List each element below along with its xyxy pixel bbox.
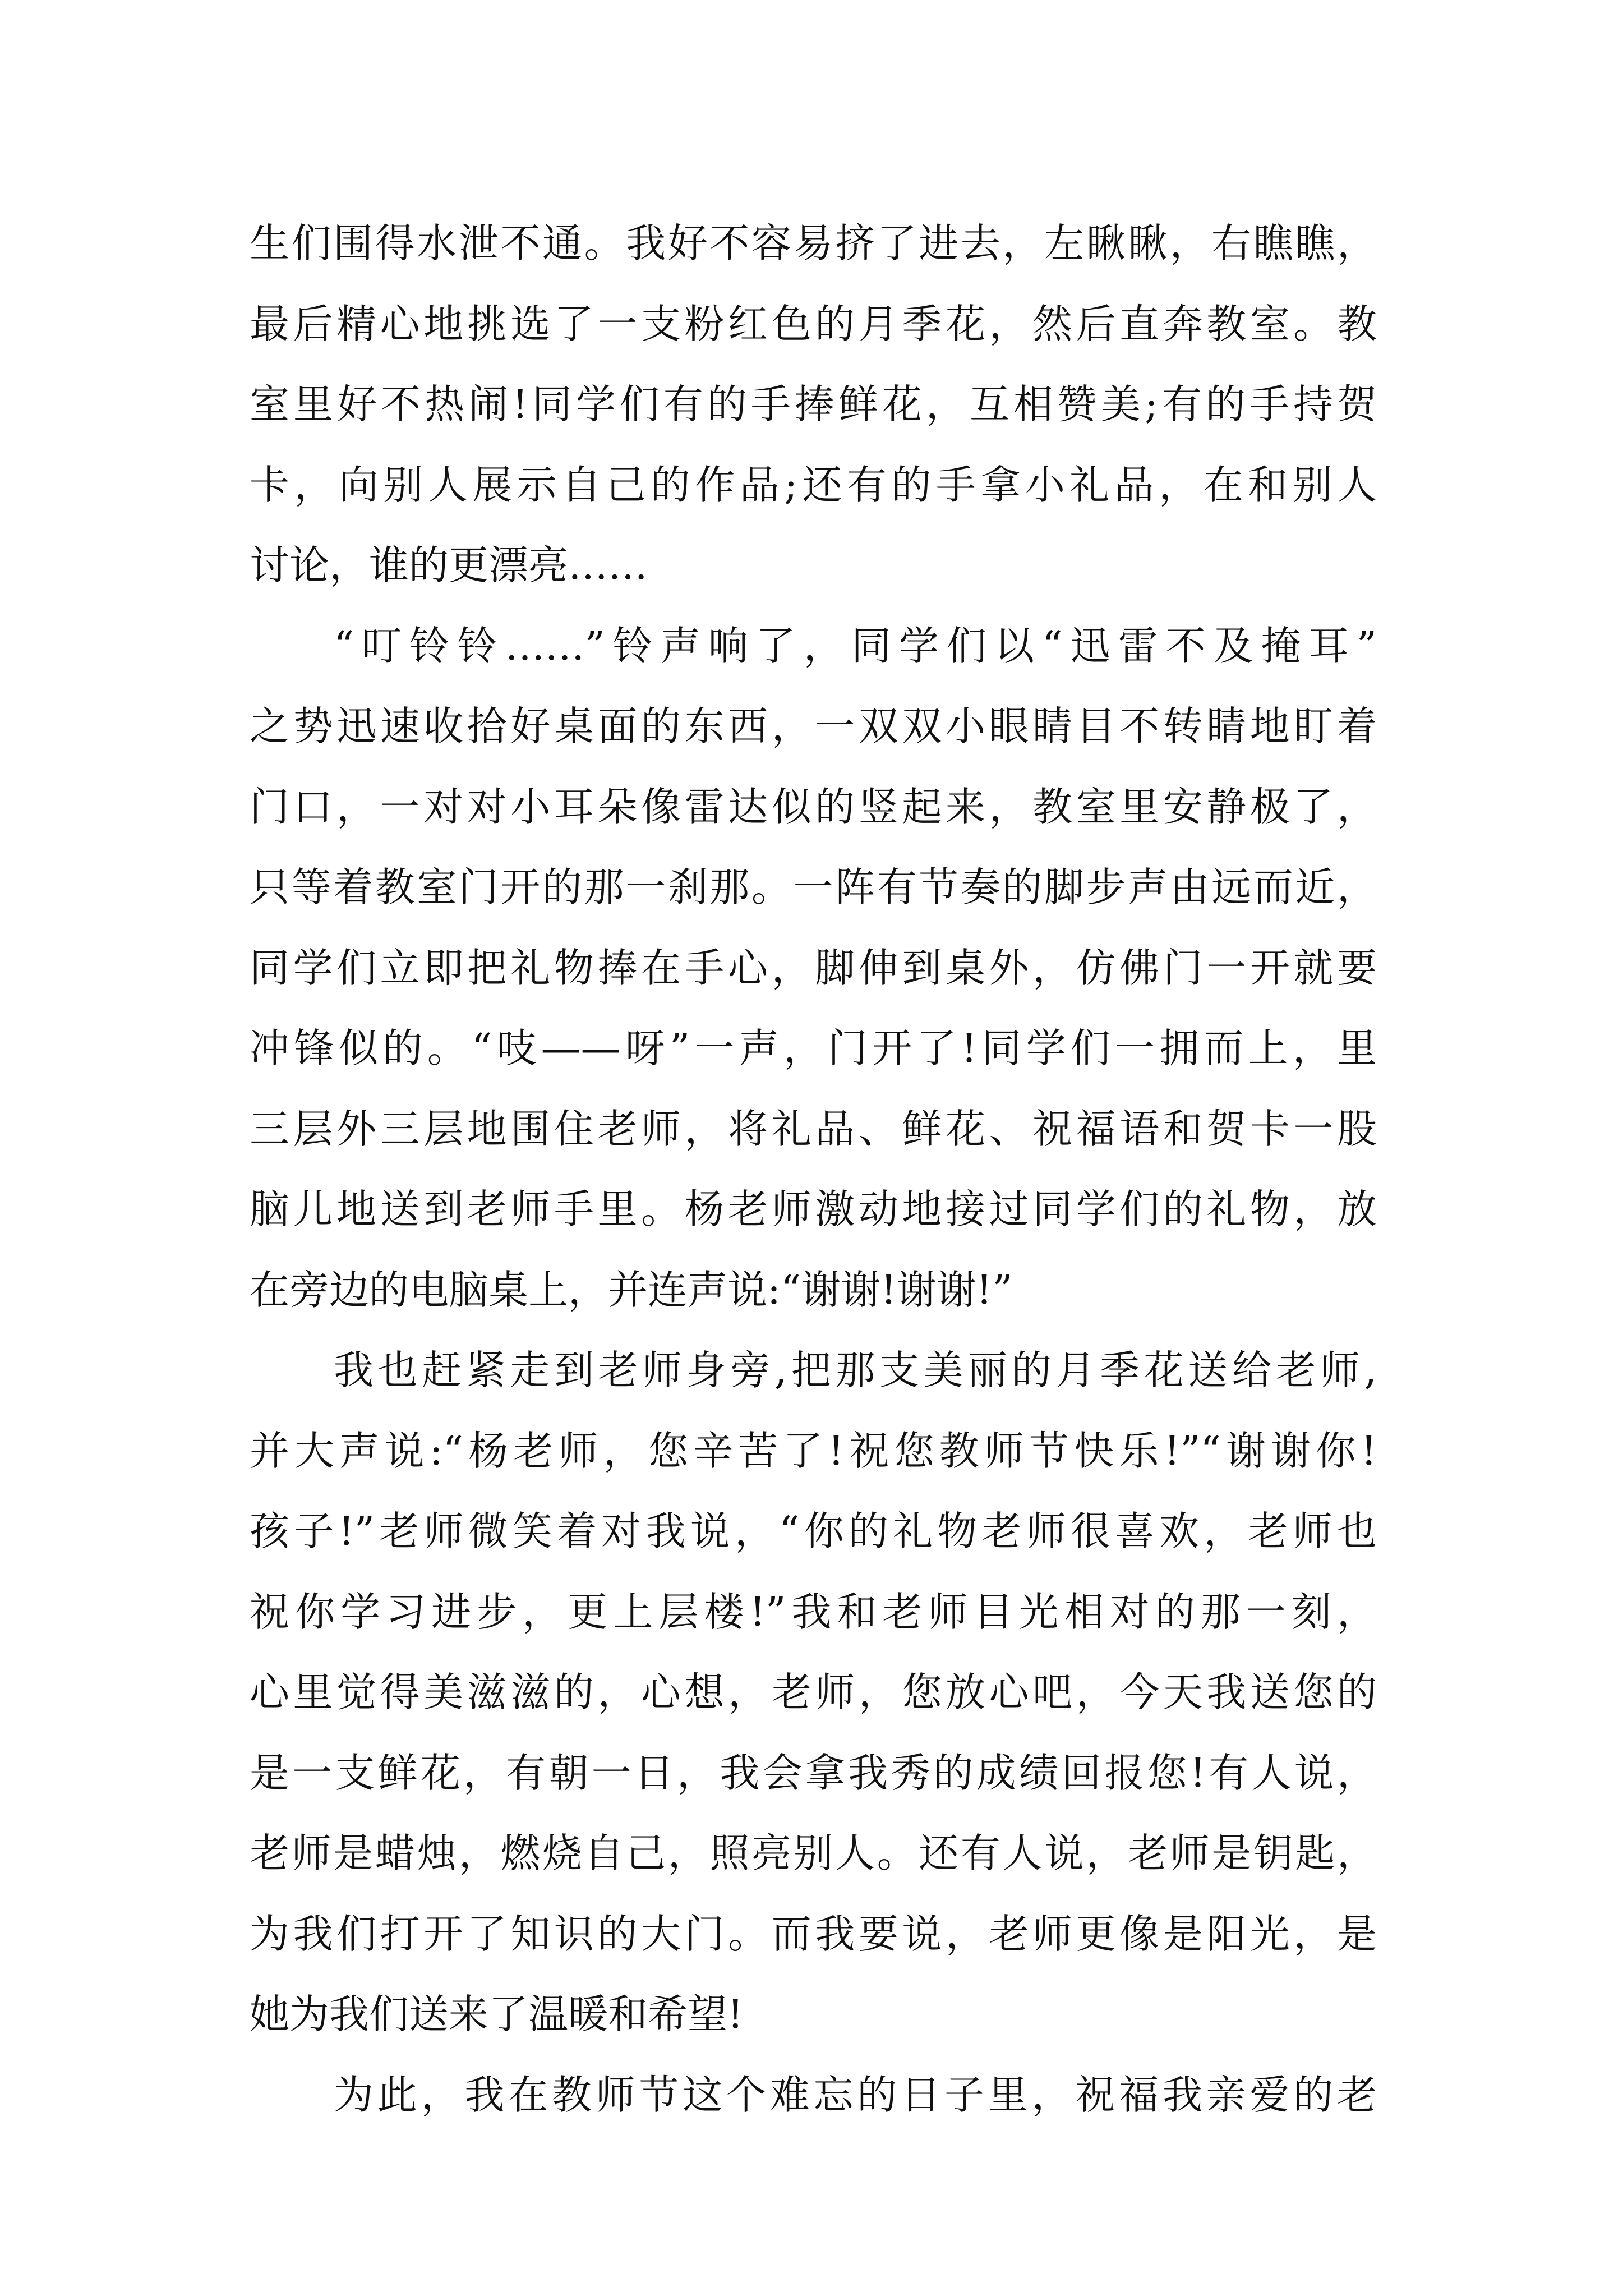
text-line: 她为我们送来了温暖和希望! [250,1991,744,2037]
text-line: 室里好不热闹!同学们有的手捧鲜花，互相赞美;有的手持贺 [250,381,1377,427]
paragraph-first-line: 我也赶紧走到老师身旁,把那支美丽的月季花送给老师, [334,1347,1377,1393]
text-line: 三层外三层地围住老师，将礼品、鲜花、祝福语和贺卡一股 [250,1105,1377,1152]
text-line: 讨论，谁的更漂亮…… [250,542,648,588]
text-line: 脑儿地送到老师手里。杨老师激动地接过同学们的礼物，放 [250,1186,1377,1232]
text-line: 冲锋似的。“吱——呀”一声，门开了!同学们一拥而上，里 [250,1025,1377,1071]
text-line: 门口，一对对小耳朵像雷达似的竖起来，教室里安静极了， [250,783,1377,830]
body-text [250,203,1377,2135]
text-line: 最后精心地挑选了一支粉红色的月季花，然后直奔教室。教 [250,300,1377,347]
text-line: 卡，向别人展示自己的作品;还有的手拿小礼品，在和别人 [250,461,1377,508]
text-line: 只等着教室门开的那一刹那。一阵有节奏的脚步声由远而近， [250,864,1377,910]
text-line: 孩子!”老师微笑着对我说，“你的礼物老师很喜欢，老师也 [250,1508,1377,1554]
text-line: 是一支鲜花，有朝一日，我会拿我秀的成绩回报您!有人说， [250,1749,1377,1796]
text-line: 心里觉得美滋滋的，心想，老师，您放心吧，今天我送您的 [250,1669,1377,1715]
paragraph-first-line: “叮铃铃……”铃声响了，同学们以“迅雷不及掩耳” [334,622,1377,669]
text-line: 之势迅速收拾好桌面的东西，一双双小眼睛目不转睛地盯着 [250,703,1377,749]
paragraph-first-line: 为此，我在教师节这个难忘的日子里，祝福我亲爱的老 [334,2071,1377,2118]
text-line: 祝你学习进步，更上层楼!”我和老师目光相对的那一刻， [250,1588,1377,1635]
text-line: 老师是蜡烛，燃烧自己，照亮别人。还有人说，老师是钥匙， [250,1830,1377,1876]
text-line: 同学们立即把礼物捧在手心，脚伸到桌外，仿佛门一开就要 [250,944,1377,991]
text-line: 为我们打开了知识的大门。而我要说，老师更像是阳光，是 [250,1910,1377,1957]
text-line: 生们围得水泄不通。我好不容易挤了进去，左瞅瞅，右瞧瞧， [250,220,1377,266]
text-line: 并大声说:“杨老师，您辛苦了!祝您教师节快乐!”“谢谢你! [250,1427,1377,1474]
text-line: 在旁边的电脑桌上，并连声说:“谢谢!谢谢!” [250,1266,1013,1313]
